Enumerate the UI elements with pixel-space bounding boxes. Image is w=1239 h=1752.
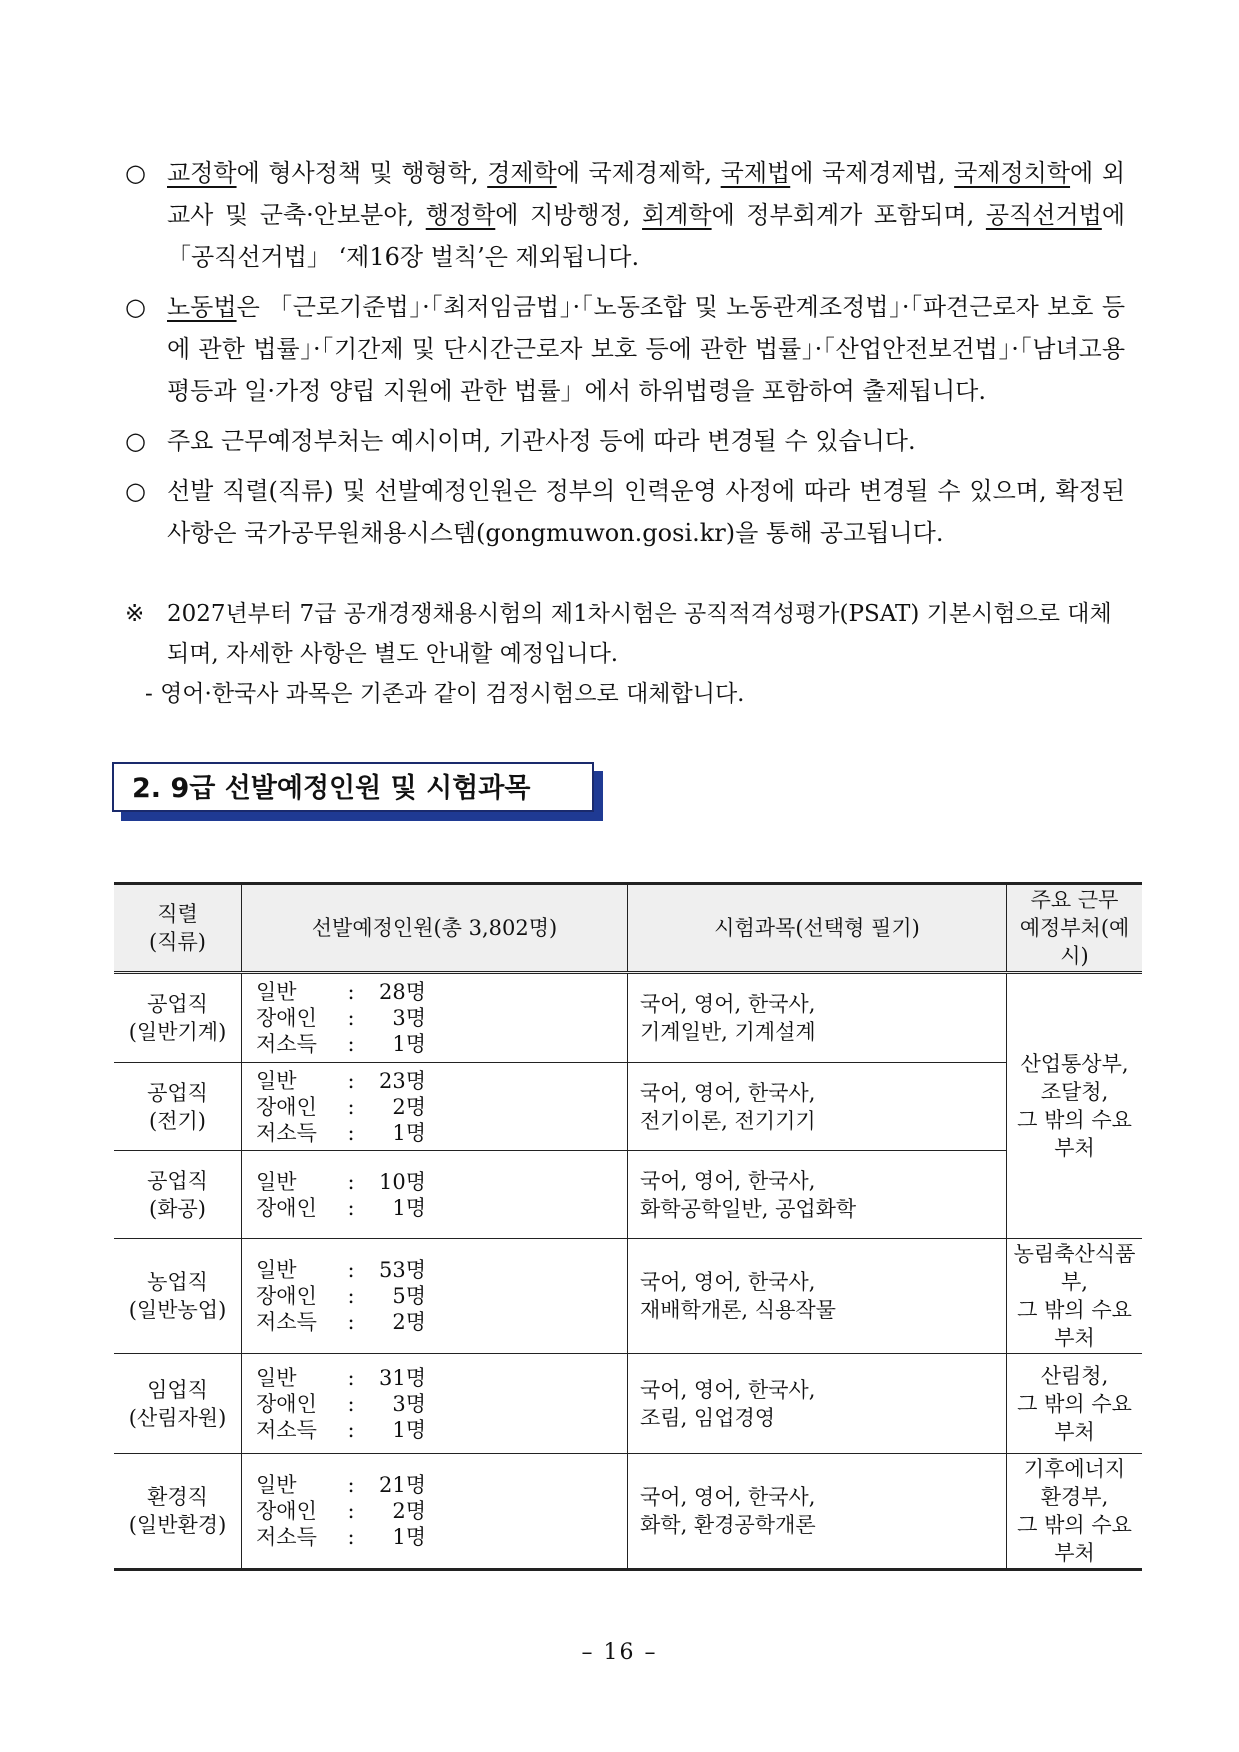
- bullet-item: [125, 286, 1125, 412]
- subject-line: 화학공학일반, 공업화학: [640, 1196, 857, 1221]
- subject-name: 국제정치학: [954, 159, 1071, 187]
- jik-cell: [114, 1063, 242, 1151]
- subject-line: 국어, 영어, 한국사,: [640, 1080, 816, 1105]
- text-segment: 에 형사정책 및 행형학,: [236, 159, 488, 187]
- jik-line: (일반기계): [128, 1020, 227, 1044]
- subject-line: 화학, 환경공학개론: [640, 1513, 816, 1537]
- table-header-row: [114, 884, 1142, 973]
- colon: :: [347, 1417, 355, 1442]
- bullet-mark: ○: [125, 477, 146, 505]
- bullet-mark: ○: [125, 159, 146, 187]
- count-label: 장애인: [256, 1006, 317, 1030]
- count-number: 23명: [378, 1068, 426, 1093]
- jik-cell: [114, 1454, 242, 1570]
- note-text: 2027년부터 7급 공개경쟁채용시험의 제1차시험은 공직적격성평가(PSAT) 기본시험으로 대체되며, 자세한 사항은 별도 안내할 예정입니다.: [167, 601, 1112, 667]
- count-line: [256, 979, 626, 1005]
- bullet-text: [167, 152, 1125, 278]
- count-line: [256, 1498, 626, 1524]
- count-cell: [242, 1454, 628, 1570]
- count-number: 31명: [378, 1365, 426, 1390]
- dept-line: 그 밖의 수요부처: [1017, 1108, 1132, 1160]
- subject-cell: [628, 1063, 1007, 1151]
- bullet-mark: ○: [125, 293, 146, 321]
- table-row: [114, 1454, 1142, 1570]
- dept-line: 조달청,: [1040, 1080, 1109, 1104]
- bullet-item: [125, 470, 1125, 554]
- subject-name: 국제법: [720, 159, 791, 187]
- count-number: 1명: [392, 1032, 426, 1056]
- subject-name: 노동법: [167, 293, 237, 321]
- subject-cell: [628, 1354, 1007, 1454]
- subject-name: 교정학: [167, 159, 237, 187]
- count-label: 일반: [256, 980, 297, 1004]
- text-segment: 에 외교사 및 군축·안보분야,: [167, 159, 1125, 229]
- count-number: 3명: [392, 1006, 426, 1030]
- count-line: [256, 1283, 626, 1309]
- subject-name: 경제학: [487, 159, 557, 187]
- count-label: 저소득: [256, 1032, 317, 1056]
- count-label: 장애인: [256, 1195, 317, 1220]
- jik-line: 환경직: [147, 1485, 208, 1509]
- header-count: 선발예정인원(총 3,802명): [242, 884, 628, 973]
- jik-line: 공업직: [147, 1080, 208, 1105]
- subject-line: 국어, 영어, 한국사,: [640, 1377, 816, 1402]
- dept-line: 그 밖의 수요부처: [1017, 1298, 1132, 1350]
- jik-line: 임업직: [147, 1377, 208, 1402]
- subject-name: 행정학: [425, 201, 496, 229]
- text-segment: 에 국제경제학,: [556, 159, 721, 187]
- colon: :: [347, 1258, 355, 1282]
- count-number: 1명: [392, 1417, 426, 1442]
- dept-line: 산림청,: [1040, 1363, 1109, 1388]
- colon: :: [347, 1473, 355, 1497]
- bullet-text: [167, 286, 1125, 412]
- dept-line: 그 밖의 수요부처: [1017, 1391, 1132, 1444]
- subject-cell: [628, 973, 1007, 1063]
- count-line: [256, 1524, 626, 1550]
- table-row: [114, 973, 1142, 1063]
- dept-cell: [1007, 1239, 1143, 1354]
- bullet-text: 주요 근무예정부처는 예시이며, 기관사정 등에 따라 변경될 수 있습니다.: [167, 427, 916, 455]
- colon: :: [347, 1120, 355, 1145]
- bullet-mark: ○: [125, 427, 146, 455]
- text-segment: 에 「공직선거법」 ‘제16장 벌칙’은 제외됩니다.: [167, 201, 1125, 271]
- colon: :: [347, 1310, 355, 1334]
- table-row: [114, 1354, 1142, 1454]
- bullet-item: [125, 420, 1125, 462]
- colon: :: [347, 1365, 355, 1390]
- table-row: [114, 1151, 1142, 1239]
- header-line: 예정부처(예시): [1019, 916, 1130, 968]
- count-number: 1명: [392, 1195, 426, 1220]
- count-cell: [242, 1354, 628, 1454]
- subject-line: 국어, 영어, 한국사,: [640, 1485, 816, 1509]
- count-label: 저소득: [256, 1525, 317, 1549]
- dept-line: 그 밖의 수요부처: [1017, 1513, 1132, 1565]
- count-number: 10명: [378, 1169, 426, 1194]
- note-row: [125, 594, 1125, 674]
- count-number: 1명: [392, 1525, 426, 1549]
- subject-cell: [628, 1239, 1007, 1354]
- colon: :: [347, 1006, 355, 1030]
- table-row: [114, 1239, 1142, 1354]
- header-dept: [1007, 884, 1143, 973]
- jik-cell: [114, 973, 242, 1063]
- text-segment: 은 「근로기준법」·「최저임금법」·「노동조합 및 노동관계조정법」·「파견근로자 보호 등에 관한 법률」·「기간제 및 단시간근로자 보호 등에 관한 법률」·「산업안전보건법」·「남녀고용평등과 일·가정 양립 지원에 관한 법률」에서 하위법령을 포함하여 출제됩니다.: [167, 293, 1125, 405]
- count-line: [256, 1031, 626, 1057]
- section-title: 2. 9급 선발예정인원 및 시험과목: [112, 762, 594, 812]
- subject-line: 전기이론, 전기기기: [640, 1108, 816, 1133]
- header-jik: [114, 884, 242, 973]
- dept-cell: [1007, 1354, 1143, 1454]
- header-line: 주요 근무: [1030, 888, 1119, 912]
- dept-line: 산업통상부,: [1020, 1052, 1129, 1076]
- table-row: [114, 1063, 1142, 1151]
- jik-line: (화공): [149, 1196, 206, 1221]
- selection-table: [114, 882, 1142, 1571]
- jik-cell: [114, 1239, 242, 1354]
- colon: :: [347, 1032, 355, 1056]
- subject-line: 국어, 영어, 한국사,: [640, 1270, 816, 1294]
- subject-line: 기계일반, 기계설계: [640, 1020, 816, 1044]
- dept-line: 환경부,: [1040, 1485, 1109, 1509]
- count-number: 2명: [392, 1094, 426, 1119]
- header-subject: 시험과목(선택형 필기): [628, 884, 1007, 973]
- count-line: [256, 1094, 626, 1120]
- count-label: 일반: [256, 1365, 297, 1390]
- header-line: 직렬: [157, 902, 198, 926]
- colon: :: [347, 980, 355, 1004]
- jik-line: (전기): [149, 1108, 206, 1133]
- subject-line: 조림, 임업경영: [640, 1405, 776, 1430]
- count-label: 일반: [256, 1473, 297, 1497]
- jik-line: 공업직: [147, 992, 208, 1016]
- count-line: [256, 1120, 626, 1146]
- count-cell: [242, 1063, 628, 1151]
- count-number: 53명: [378, 1258, 426, 1282]
- count-label: 저소득: [256, 1120, 317, 1145]
- colon: :: [347, 1525, 355, 1549]
- subject-line: 국어, 영어, 한국사,: [640, 1168, 816, 1193]
- count-label: 일반: [256, 1258, 297, 1282]
- page-number: – 16 –: [581, 1640, 658, 1665]
- count-line: [256, 1472, 626, 1498]
- colon: :: [347, 1284, 355, 1308]
- jik-cell: [114, 1354, 242, 1454]
- count-label: 저소득: [256, 1310, 317, 1334]
- subject-cell: [628, 1151, 1007, 1239]
- count-label: 저소득: [256, 1417, 317, 1442]
- colon: :: [347, 1499, 355, 1523]
- jik-cell: [114, 1151, 242, 1239]
- subject-cell: [628, 1454, 1007, 1570]
- colon: :: [347, 1094, 355, 1119]
- count-label: 장애인: [256, 1391, 317, 1416]
- colon: :: [347, 1195, 355, 1220]
- subject-line: 국어, 영어, 한국사,: [640, 992, 816, 1016]
- count-cell: [242, 1239, 628, 1354]
- count-label: 장애인: [256, 1094, 317, 1119]
- count-line: [256, 1391, 626, 1417]
- count-number: 21명: [378, 1473, 426, 1497]
- colon: :: [347, 1068, 355, 1093]
- bullet-text: 선발 직렬(직류) 및 선발예정인원은 정부의 인력운영 사정에 따라 변경될 수 있으며, 확정된 사항은 국가공무원채용시스템(gongmuwon.gosi.kr)을 통해 공고됩니다.: [167, 477, 1125, 547]
- header-line: (직류): [149, 930, 206, 954]
- count-line: [256, 1005, 626, 1031]
- count-number: 3명: [392, 1391, 426, 1416]
- jik-line: (산림자원): [128, 1405, 227, 1430]
- dept-line: 농림축산식품부,: [1013, 1242, 1136, 1294]
- notice-bullets: [125, 152, 1125, 562]
- text-segment: 에 정부회계가 포함되며,: [711, 201, 986, 229]
- count-label: 장애인: [256, 1499, 317, 1523]
- count-line: [256, 1195, 626, 1221]
- dept-line: 기후에너지: [1023, 1457, 1126, 1481]
- count-number: 2명: [392, 1499, 426, 1523]
- colon: :: [347, 1169, 355, 1194]
- subject-name: 공직선거법: [985, 201, 1102, 229]
- colon: :: [347, 1391, 355, 1416]
- count-number: 28명: [378, 980, 426, 1004]
- note-sub: - 영어·한국사 과목은 기존과 같이 검정시험으로 대체합니다.: [145, 681, 745, 707]
- psat-note: [125, 594, 1125, 714]
- count-line: [256, 1257, 626, 1283]
- subject-line: 재배학개론, 식용작물: [640, 1298, 836, 1322]
- dept-cell: [1007, 973, 1143, 1239]
- jik-line: 농업직: [147, 1270, 208, 1294]
- count-number: 1명: [392, 1120, 426, 1145]
- count-label: 일반: [256, 1169, 297, 1194]
- jik-line: 공업직: [147, 1168, 208, 1193]
- bullet-item: [125, 152, 1125, 278]
- count-line: [256, 1417, 626, 1443]
- count-label: 장애인: [256, 1284, 317, 1308]
- jik-line: (일반환경): [128, 1513, 227, 1537]
- count-cell: [242, 973, 628, 1063]
- count-line: [256, 1169, 626, 1195]
- note-mark: ※: [125, 601, 145, 627]
- count-cell: [242, 1151, 628, 1239]
- text-segment: 에 국제경제법,: [790, 159, 955, 187]
- count-label: 일반: [256, 1068, 297, 1093]
- count-line: [256, 1309, 626, 1335]
- text-segment: 에 지방행정,: [495, 201, 643, 229]
- subject-name: 회계학: [642, 201, 712, 229]
- count-line: [256, 1068, 626, 1094]
- count-number: 2명: [392, 1310, 426, 1334]
- dept-cell: [1007, 1454, 1143, 1570]
- count-line: [256, 1365, 626, 1391]
- count-number: 5명: [392, 1284, 426, 1308]
- jik-line: (일반농업): [128, 1298, 227, 1322]
